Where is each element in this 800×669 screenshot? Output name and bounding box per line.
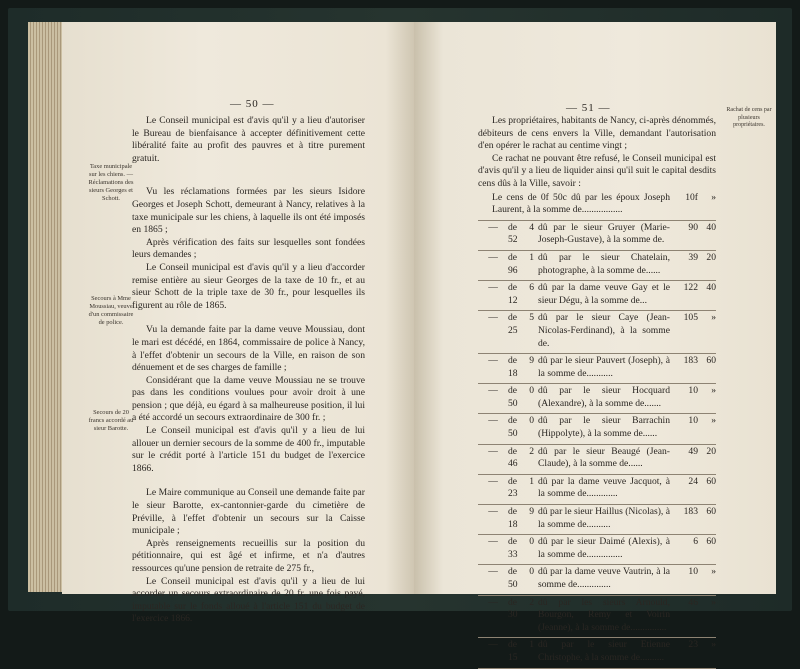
cens-entry [478,385,716,410]
cens-description: dû par le sieur Gruyer (Marie-Joseph-Gustave), à la somme de. [538,221,670,246]
amount-francs: 10 [688,385,698,397]
amount-cents: 20 [706,445,716,457]
cens-description: dû par le sieur Barrachin (Hippolyte), à la somme de...... [538,415,670,440]
divider [478,280,716,281]
cens-amount [670,566,716,579]
cens-entry [478,222,716,247]
margin-note: Taxe municipale sur les chiens. — Réclamations des sieurs Georges et Schott. [88,163,134,202]
amount-cents: 60 [706,475,716,487]
divider [478,413,716,414]
cens-amount [670,639,716,652]
cens-value: de 6 12 [508,282,534,306]
cens-description: dû par la dame veuve Gay et le sieur Dégu, à la somme de... [538,282,670,306]
paragraph: Le Conseil municipal est d'avis qu'il y a lieu de lui allouer un dernier secours de la somme de 400 fr., imputable sur le crédit porté à l'article 151 du budget de l'exercice 1866. [132,425,365,474]
cens-value: de 1 96 [508,251,534,276]
dash-mark: — [488,566,498,578]
cens-amount [670,385,716,398]
cens-value: de 9 18 [508,355,534,379]
cens-amount [670,312,716,325]
cens-description: dû par le sieur Haillus (Nicolas), à la somme de.......... [538,506,670,530]
cens-amount [670,355,716,368]
cens-value: de 5 25 [508,312,534,336]
amount-cents: » [711,385,716,397]
cens-description: dû par le sieur Daimé (Alexis), à la somme de............... [538,536,670,560]
cens-description: Le cens de 0f 50c dû par les époux Joseph Laurent, à la somme de................. [492,191,670,216]
divider [478,250,716,251]
amount-cents: » [711,191,716,203]
cens-entry [478,566,716,591]
amount-cents: 40 [706,221,716,233]
cens-amount [670,446,716,459]
amount-francs: 49 [688,445,698,457]
dash-mark: — [488,639,498,651]
dash-mark: — [488,475,498,487]
left-page-body [132,115,365,626]
cens-entries [478,222,716,669]
amount-francs: 24 [688,475,698,487]
dash-mark: — [488,415,498,427]
cens-description: dû par le sieur Pauvert (Joseph), à la somme de........... [538,355,670,379]
cens-entry [478,312,716,350]
dash-mark: — [488,251,498,263]
divider [478,668,716,669]
paragraph: Les propriétaires, habitants de Nancy, ci-après dénommés, débiteurs de cens envers la Ville, demandant l'autorisation d'en opérer le rachat au centime vingt ; [478,115,716,152]
divider [478,504,716,505]
paragraph: Considérant que la dame veuve Moussiau ne se trouve pas dans les conditions voulues pour avoir droit à une pension ; que déjà, eu égard à sa malheureuse position, il lui a été accordé un secours extraordinaire de 300 fr. ; [132,374,365,424]
cens-value: de 0 50 [508,415,534,440]
right-page-body [478,115,716,669]
amount-cents: » [711,596,716,608]
amount-francs: 10f [685,191,698,203]
amount-francs: 23 [688,639,698,651]
amount-francs: 10 [688,415,698,427]
divider [478,220,716,221]
left-page [62,22,414,625]
cens-value: de 0 33 [508,536,534,560]
dash-mark: — [488,355,498,367]
cens-value: de 1 23 [508,475,534,500]
margin-note: Secours à Mme Moussiau, veuve d'un commissaire de police. [88,295,134,326]
cens-entry [478,506,716,531]
paragraph: Ce rachat ne pouvant être refusé, le Conseil municipal est d'avis qu'il y a lieu de liquider ainsi qu'il suit le capital desdits cens dûs à la Ville, savoir : [478,152,716,189]
cens-amount [670,282,716,295]
margin-note: Secours de 20 francs accordé au sieur Barotte. [88,409,134,432]
dash-mark: — [488,282,498,294]
cens-description: dû par les sieurs Arnould, Bourgon, Remy et Voirin (Jeanne), à la somme de............... [538,596,670,633]
cens-entry [478,446,716,471]
dash-mark: — [488,221,498,233]
amount-cents: » [711,639,716,651]
divider [478,637,716,638]
cens-description: dû par le sieur Etienne Christophe, à la somme de.......... [538,639,670,663]
paragraph: Après renseignements recueillis sur la position du pétitionnaire, qui est âgé et infirme, et n'a d'autres ressources qu'une pension de retraite de 275 fr., [132,537,365,574]
cens-entry [478,355,716,380]
cens-amount [670,415,716,428]
divider [478,474,716,475]
cens-amount [670,476,716,489]
amount-francs: 39 [688,251,698,263]
page-number-left: — 50 — [230,98,275,110]
paragraph: Le Maire communique au Conseil une demande faite par le sieur Barotte, ex-cantonnier-garde du cimetière de Préville, à l'effet d'obtenir un secours sur la Caisse municipale ; [132,487,365,537]
cens-amount [670,536,716,549]
cens-value: de 0 50 [508,566,534,590]
cens-amount [670,252,716,265]
divider [478,310,716,311]
amount-francs: 10 [688,566,698,578]
amount-francs: 105 [683,312,698,324]
cens-description: dû par le sieur Caye (Jean-Nicolas-Ferdinand), à la somme de. [538,312,670,349]
divider [478,595,716,596]
cens-description: dû par le sieur Hocquard (Alexandre), à la somme de....... [538,385,670,409]
paragraph: Vu la demande faite par la dame veuve Moussiau, dont le mari est décédé, en 1864, commissaire de police à Nancy, à l'effet d'obtenir un secours de la Ville, en raison de son dénuement et de ses charges de famille ; [132,324,365,374]
divider [478,534,716,535]
paragraph: Le Conseil municipal est d'avis qu'il y a lieu d'autoriser le Bureau de bienfaisance à accepter définitivement cette libéralité faite au profit des pauvres et à titre purement gratuit. [132,115,365,164]
dash-mark: — [488,536,498,548]
dash-mark: — [488,385,498,397]
cens-entry [478,597,716,635]
amount-francs: 90 [688,221,698,233]
amount-cents: 60 [706,506,716,518]
divider [478,564,716,565]
page-number-right: — 51 — [566,102,611,114]
amount-cents: 20 [706,251,716,263]
cens-entry [478,639,716,664]
dash-mark: — [488,596,498,608]
divider [478,353,716,354]
cens-entry [478,415,716,440]
cens-entry [478,252,716,277]
amount-francs: 122 [683,282,698,294]
margin-note: Rachat de cens par plusieurs propriétaires. [726,107,772,128]
amount-cents: 40 [706,282,716,294]
cens-description: dû par le sieur Beaugé (Jean-Claude), à la somme de...... [538,445,670,470]
cens-amount [670,597,716,610]
dash-mark: — [488,506,498,518]
paragraph: Le Conseil municipal est d'avis qu'il y a lieu de lui accorder un secours extraordinaire de 20 fr. une fois payé, imputable sur le fonds alloué à l'article 151 du budget de l'exercice 1866. [132,575,365,625]
cens-description: dû par la dame veuve Vautrin, à la somme de.............. [538,566,670,590]
paragraph: Après vérification des faits sur lesquelles sont fondées leurs demandes ; [132,236,365,261]
amount-cents: » [711,566,716,578]
cens-value: de 0 50 [508,385,534,409]
page-edges [28,22,66,592]
dash-mark: — [488,312,498,324]
amount-francs: 183 [683,355,698,367]
amount-cents: » [711,312,716,324]
cens-amount [670,222,716,235]
amount-cents: 60 [706,355,716,367]
amount-cents: 60 [706,536,716,548]
divider [478,444,716,445]
cens-description: dû par la dame veuve Jacquot, à la somme de............. [538,475,670,500]
dash-mark: — [488,445,498,457]
cens-entry [478,192,716,217]
cens-amount [670,506,716,519]
cens-value: de 2 46 [508,445,534,470]
amount-francs: 6 [693,536,698,548]
cens-value: de 9 18 [508,506,534,530]
right-page [414,22,776,663]
amount-cents: » [711,415,716,427]
cens-value: de 4 52 [508,221,534,246]
cens-value: de 1 15 [508,639,534,663]
cens-value: de 2 30 [508,596,534,621]
divider [478,383,716,384]
cens-entry [478,282,716,307]
cens-entry [478,476,716,501]
cens-entry [478,536,716,561]
paragraph: Le Conseil municipal est d'avis qu'il y a lieu d'accorder remise entière au sieur Georges de la taxe de 10 fr., et au sieur Schott de la triple taxe de 30 fr., pour lesquelles ils figurent au rôle de 1865. [132,261,365,311]
paragraph: Vu les réclamations formées par les sieurs Isidore Georges et Joseph Schott, demeurant à Nancy, relatives à la taxe municipale sur les chiens, à laquelle ils ont été imposés en 1865 ; [132,186,365,236]
cens-description: dû par le sieur Chatelain, photographe, à la somme de...... [538,251,670,276]
amount-francs: 183 [683,506,698,518]
cens-amount [670,192,716,205]
amount-francs: 46 [688,596,698,608]
